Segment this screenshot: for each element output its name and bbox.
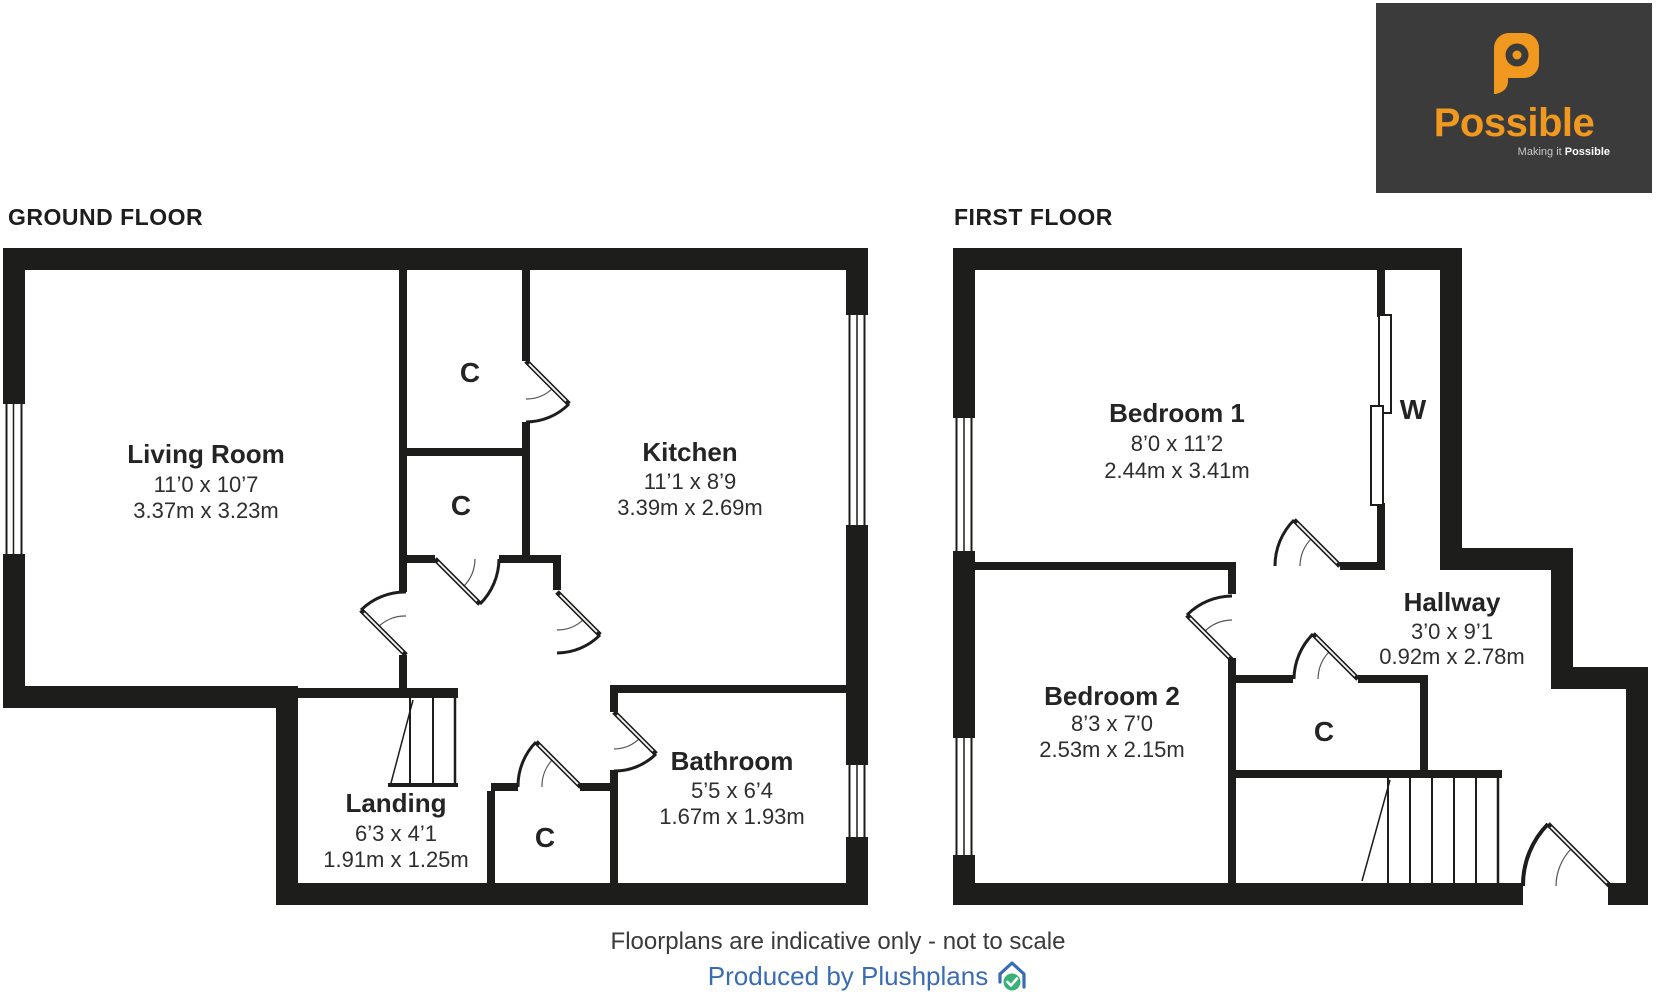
- landing-metric: 1.91m x 1.25m: [323, 847, 469, 872]
- kitchen-imperial: 11’1 x 8’9: [643, 469, 737, 494]
- closet-label-upper: C: [459, 357, 481, 388]
- bathroom-imperial: 5’5 x 6’4: [691, 778, 773, 803]
- bathroom-window: [846, 765, 868, 837]
- first-walls: [953, 248, 1648, 905]
- bedroom2-imperial: 8’3 x 7’0: [1071, 711, 1153, 736]
- bedroom2-label: Bedroom 2: [1044, 681, 1180, 711]
- plushplans-house-icon: [996, 960, 1028, 992]
- bathroom-door: [614, 712, 656, 771]
- kitchen-door: [557, 592, 600, 653]
- first-closet-door: [1294, 634, 1358, 679]
- closet-door-hall: [518, 742, 581, 787]
- brand-tagline-bold: Possible: [1564, 146, 1610, 158]
- living-room-window: [3, 404, 25, 554]
- ground-stairs: [388, 698, 458, 785]
- hallway-imperial: 3’0 x 9’1: [1411, 619, 1493, 644]
- closet-door-lower: [435, 559, 499, 604]
- ground-floor-title: GROUND FLOOR: [8, 204, 204, 230]
- bedroom1-window: [953, 418, 975, 551]
- brand-pin-icon: [1486, 31, 1542, 97]
- wardrobe-doors: [1371, 315, 1391, 505]
- first-floor-plan: [953, 248, 1648, 905]
- living-room-label: Living Room: [127, 439, 285, 469]
- bedroom2-window: [953, 738, 975, 855]
- landing-imperial: 6’3 x 4’1: [355, 821, 437, 846]
- bedroom2-door: [1187, 596, 1232, 660]
- living-room-metric: 3.37m x 3.23m: [133, 498, 279, 523]
- bedroom2-metric: 2.53m x 2.15m: [1039, 737, 1185, 762]
- closet-door-upper: [526, 361, 569, 422]
- wardrobe-label: W: [1399, 394, 1427, 425]
- brand-logo-box: [1376, 3, 1652, 193]
- ground-floor-plan: [3, 248, 868, 905]
- bathroom-label: Bathroom: [670, 746, 794, 776]
- bedroom1-imperial: 8’0 x 11’2: [1130, 431, 1224, 456]
- bedroom1-door: [1275, 520, 1340, 566]
- kitchen-window: [846, 315, 868, 525]
- brand-tagline: [1418, 146, 1610, 158]
- kitchen-label: Kitchen: [642, 437, 738, 467]
- first-stairs: [1362, 778, 1498, 883]
- bedroom1-metric: 2.44m x 3.41m: [1104, 458, 1250, 483]
- living-room-door: [361, 592, 406, 655]
- bedroom1-label: Bedroom 1: [1109, 398, 1245, 428]
- kitchen-metric: 3.39m x 2.69m: [617, 495, 763, 520]
- producer-credit-link[interactable]: Produced by Plushplans: [707, 960, 989, 991]
- brand-wordmark: Possible: [1433, 101, 1595, 145]
- closet-label-hall: C: [534, 822, 556, 853]
- ground-labels: [127, 357, 804, 872]
- first-closet-label: C: [1313, 716, 1335, 747]
- entrance-door: [1523, 824, 1610, 886]
- living-room-imperial: 11’0 x 10’7: [153, 472, 259, 497]
- hallway-metric: 0.92m x 2.78m: [1379, 644, 1525, 669]
- hallway-label: Hallway: [1403, 587, 1501, 617]
- closet-label-lower: C: [450, 490, 472, 521]
- first-floor-title: FIRST FLOOR: [954, 204, 1113, 230]
- bathroom-metric: 1.67m x 1.93m: [659, 804, 805, 829]
- first-doors: [1187, 520, 1610, 886]
- disclaimer-text: Floorplans are indicative only - not to scale: [610, 928, 1066, 955]
- producer-credit[interactable]: [40, 960, 1656, 992]
- brand-tagline-prefix: Making it: [1517, 146, 1565, 158]
- landing-label: Landing: [345, 788, 447, 818]
